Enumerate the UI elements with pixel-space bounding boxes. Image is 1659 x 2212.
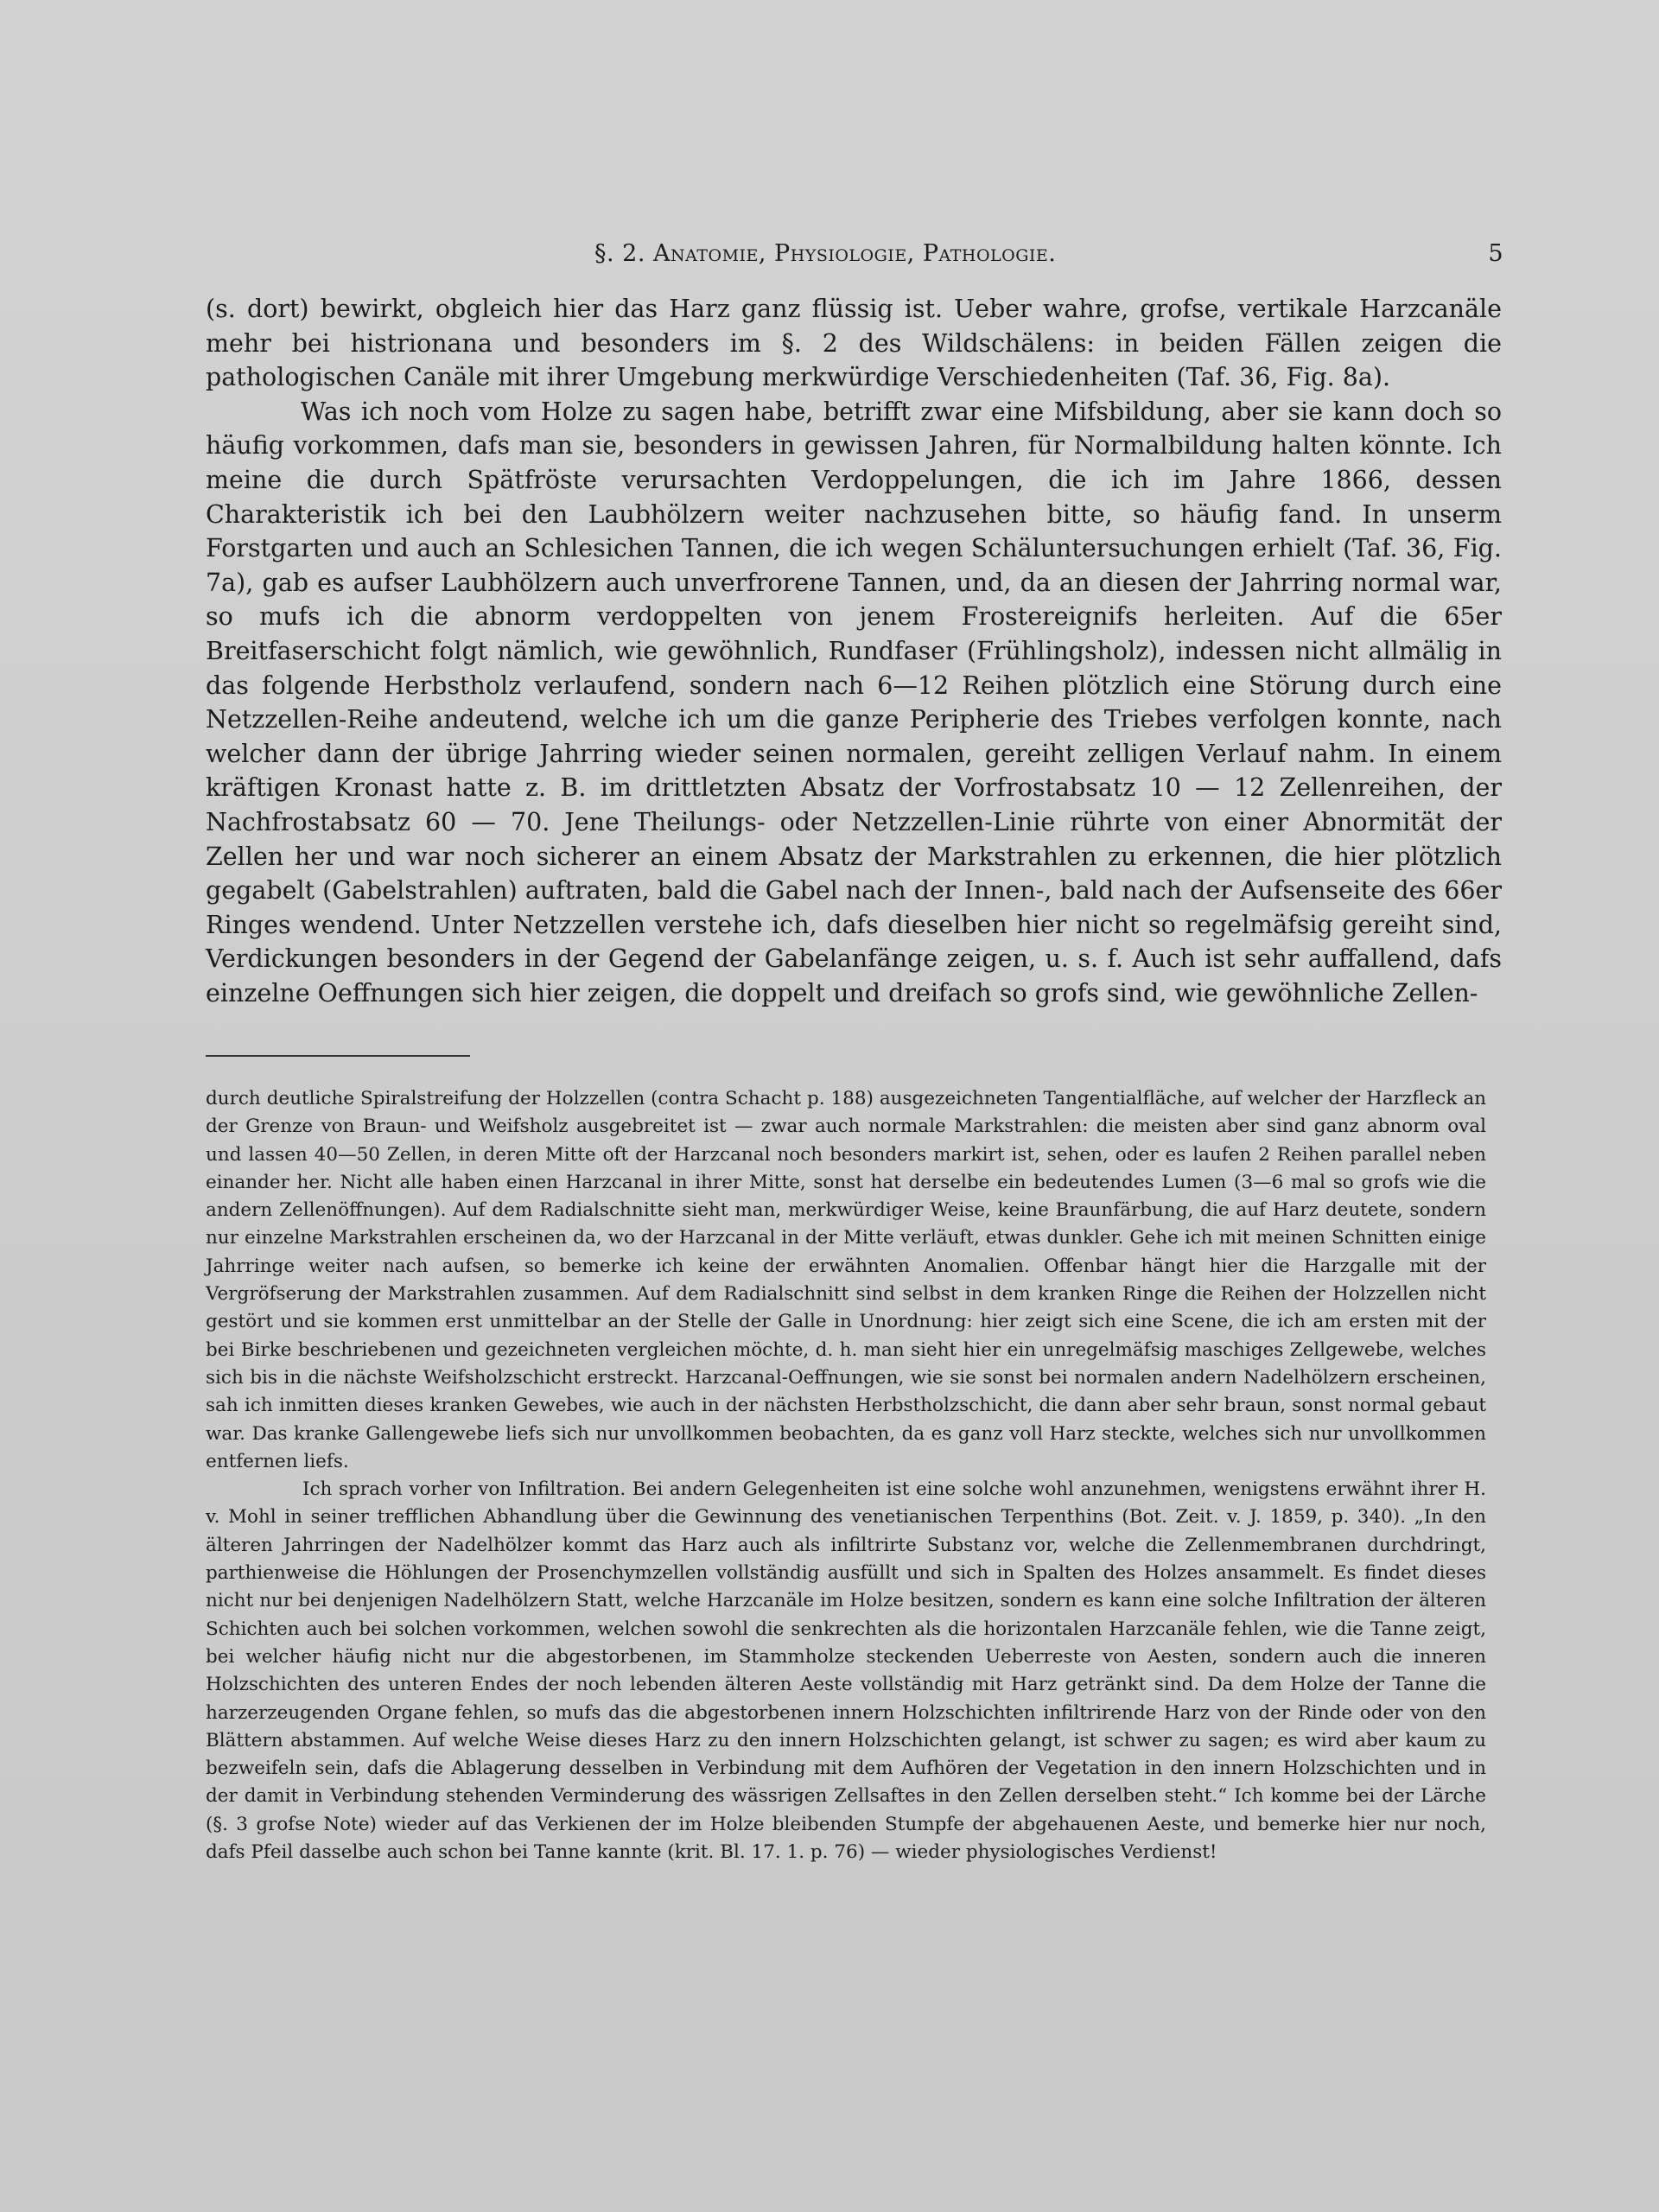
paragraph-2: Was ich noch vom Holze zu sagen habe, betrifft zwar eine Mifsbildung, aber sie kann doch so häufig vorkommen, dafs man sie, besonders in gewissen Jahren, für Normalbildung halten könnte. Ich meine die durch Spätfröste verursachten Verdoppelungen, die ich im Jahre 1866, dessen Charakteristik ich bei den Laubhölzern weiter nachzusehen bitte, so häufig fand. In unserm Forstgarten und auch an Schlesichen Tannen, die ich wegen Schäluntersuchungen erhielt (Taf. 36, Fig. 7a), gab es aufser Laubhölzern auch unverfrorene Tannen, und, da an diesen der Jahrring normal war, so mufs ich die abnorm verdoppelten von jenem Frostereignifs herleiten. Auf die 65er Breitfaserschicht folgt nämlich, wie gewöhnlich, Rundfaser (Frühlingsholz), indessen nicht allmälig in das folgende Herbstholz verlaufend, sondern nach 6—12 Reihen plötzlich eine Störung durch eine Netzzellen-Reihe andeutend, welche ich um die ganze Peripherie des Triebes verfolgen konnte, nach welcher dann der übrige Jahrring wieder seinen normalen, gereiht zelligen Verlauf nahm. In einem kräftigen Kronast hatte z. B. im drittletzten Absatz der Vorfrostabsatz 10 — 12 Zellenreihen, der Nachfrostabsatz 60 — 70. Jene Theilungs- oder Netzzellen-Linie rührte von einer Abnormität der Zellen her und war noch sicherer an einem Absatz der Markstrahlen zu erkennen, die hier plötzlich gegabelt (Gabelstrahlen) auftraten, bald die Gabel nach der Innen-, bald nach der Aufsenseite des 66er Ringes wendend. Unter Netzzellen verstehe ich, dafs dieselben hier nicht so regelmäfsig gereiht sind, Verdickungen besonders in der Gegend der Gabelanfänge zeigen, u. s. f. Auch ist sehr auffallend, dafs einzelne Oeffnungen sich hier zeigen, die doppelt und dreifach so grofs sind, wie gewöhnliche Zellen- (206, 397, 1502, 1007)
footnote-paragraph-2: Ich sprach vorher von Infiltration. Bei andern Gelegenheiten ist eine solche wohl anzunehmen, wenigstens erwähnt ihrer H. v. Mohl in seiner trefflichen Abhandlung über die Gewinnung des venetianischen Terpenthins (Bot. Zeit. v. J. 1859, p. 340). „In den älteren Jahrringen der Nadelhölzer kommt das Harz auch als infiltrirte Substanz vor, welche die Zellenmembranen durchdringt, parthienweise die Höhlungen der Prosenchymzellen vollständig ausfüllt und sich in Spalten des Holzes ansammelt. Es findet dieses nicht nur bei denjenigen Nadelhölzern Statt, welche Harzcanäle im Holze besitzen, sondern es kann eine solche Infiltration der älteren Schichten auch bei solchen vorkommen, welchen sowohl die senkrechten als die horizontalen Harzcanäle fehlen, wie die Tanne zeigt, bei welcher häufig nicht nur die abgestorbenen, im Stammholze steckenden Ueberreste von Aesten, sondern auch die inneren Holzschichten des unteren Endes der noch lebenden älteren Aeste vollständig mit Harz getränkt sind. Da dem Holze der Tanne die harzerzeugenden Organe fehlen, so mufs das die abgestorbenen innern Holzschichten infiltrirende Harz von der Rinde oder von den Blättern abstammen. Auf welche Weise dieses Harz zu den innern Holzschichten gelangt, ist schwer zu sagen; es wird aber kaum zu bezweifeln sein, dafs die Ablagerung desselben in Verbindung mit dem Aufhören der Vegetation in den innern Holzschichten und in der damit in Verbindung stehenden Verminderung des wässrigen Zellsaftes in den Zellen derselben steht.“ Ich komme bei der Lärche (§. 3 grofse Note) wieder auf das Verkienen der im Holze bleibenden Stumpfe der abgehauenen Aeste, und bemerke hier nur noch, dafs Pfeil dasselbe auch schon bei Tanne kannte (krit. Bl. 17. 1. p. 76) — wieder physiologisches Verdienst! (206, 1478, 1486, 1864)
main-text (206, 292, 1502, 1010)
running-header (206, 240, 1502, 271)
header-title: §. 2. Anatomie, Physiologie, Pathologie. (594, 240, 1057, 267)
footnote-divider (206, 1055, 470, 1057)
footnote-paragraph-1: durch deutliche Spiralstreifung der Holzzellen (contra Schacht p. 188) ausgezeichneten Tangentialfläche, auf welcher der Harzfleck an der Grenze von Braun- und Weifsholz ausgebreitet ist — zwar auch normale Markstrahlen: die meisten aber sind ganz abnorm oval und lassen 40—50 Zellen, in deren Mitte oft der Harzcanal noch besonders markirt ist, sehen, oder es laufen 2 Reihen parallel neben einander her. Nicht alle haben einen Harzcanal in ihrer Mitte, sonst hat derselbe ein bedeutendes Lumen (3—6 mal so grofs wie die andern Zellenöffnungen). Auf dem Radialschnitte sieht man, merkwürdiger Weise, keine Braunfärbung, die auf Harz deutete, sondern nur einzelne Markstrahlen erscheinen da, wo der Harzcanal in der Mitte verläuft, etwas dunkler. Gehe ich mit meinen Schnitten einige Jahrringe weiter nach aufsen, so bemerke ich keine der erwähnten Anomalien. Offenbar hängt hier die Harzgalle mit der Vergröfserung der Markstrahlen zusammen. Auf dem Radialschnitt sind selbst in dem kranken Ringe die Reihen der Holzzellen nicht gestört und sie kommen erst unmittelbar an der Stelle der Galle in Unordnung: hier zeigt sich eine Scene, die ich am ersten mit der bei Birke beschriebenen und gezeichneten vergleichen möchte, d. h. man sieht hier ein unregelmäfsig maschiges Zellgewebe, welches sich bis in die nächste Weifsholzschicht erstreckt. Harzcanal-Oeffnungen, wie sie sonst bei normalen andern Nadelhölzern erscheinen, sah ich inmitten dieses kranken Gewebes, wie auch in der nächsten Herbstholzschicht, die dann aber sehr braun, sonst normal gebaut war. Das kranke Gallengewebe liefs sich nur unvollkommen beobachten, da es ganz voll Harz steckte, welches sich nur unvollkommen entfernen liefs. (206, 1088, 1486, 1472)
page-number: 5 (1488, 240, 1503, 267)
paragraph-1: (s. dort) bewirkt, obgleich hier das Harz ganz flüssig ist. Ueber wahre, grofse, vertikale Harzcanäle mehr bei histrionana und besonders im §. 2 des Wildschälens: in beiden Fällen zeigen die pathologischen Canäle mit ihrer Umgebung merkwürdige Verschiedenheiten (Taf. 36, Fig. 8a). (206, 295, 1502, 392)
footnote (206, 1085, 1486, 1866)
